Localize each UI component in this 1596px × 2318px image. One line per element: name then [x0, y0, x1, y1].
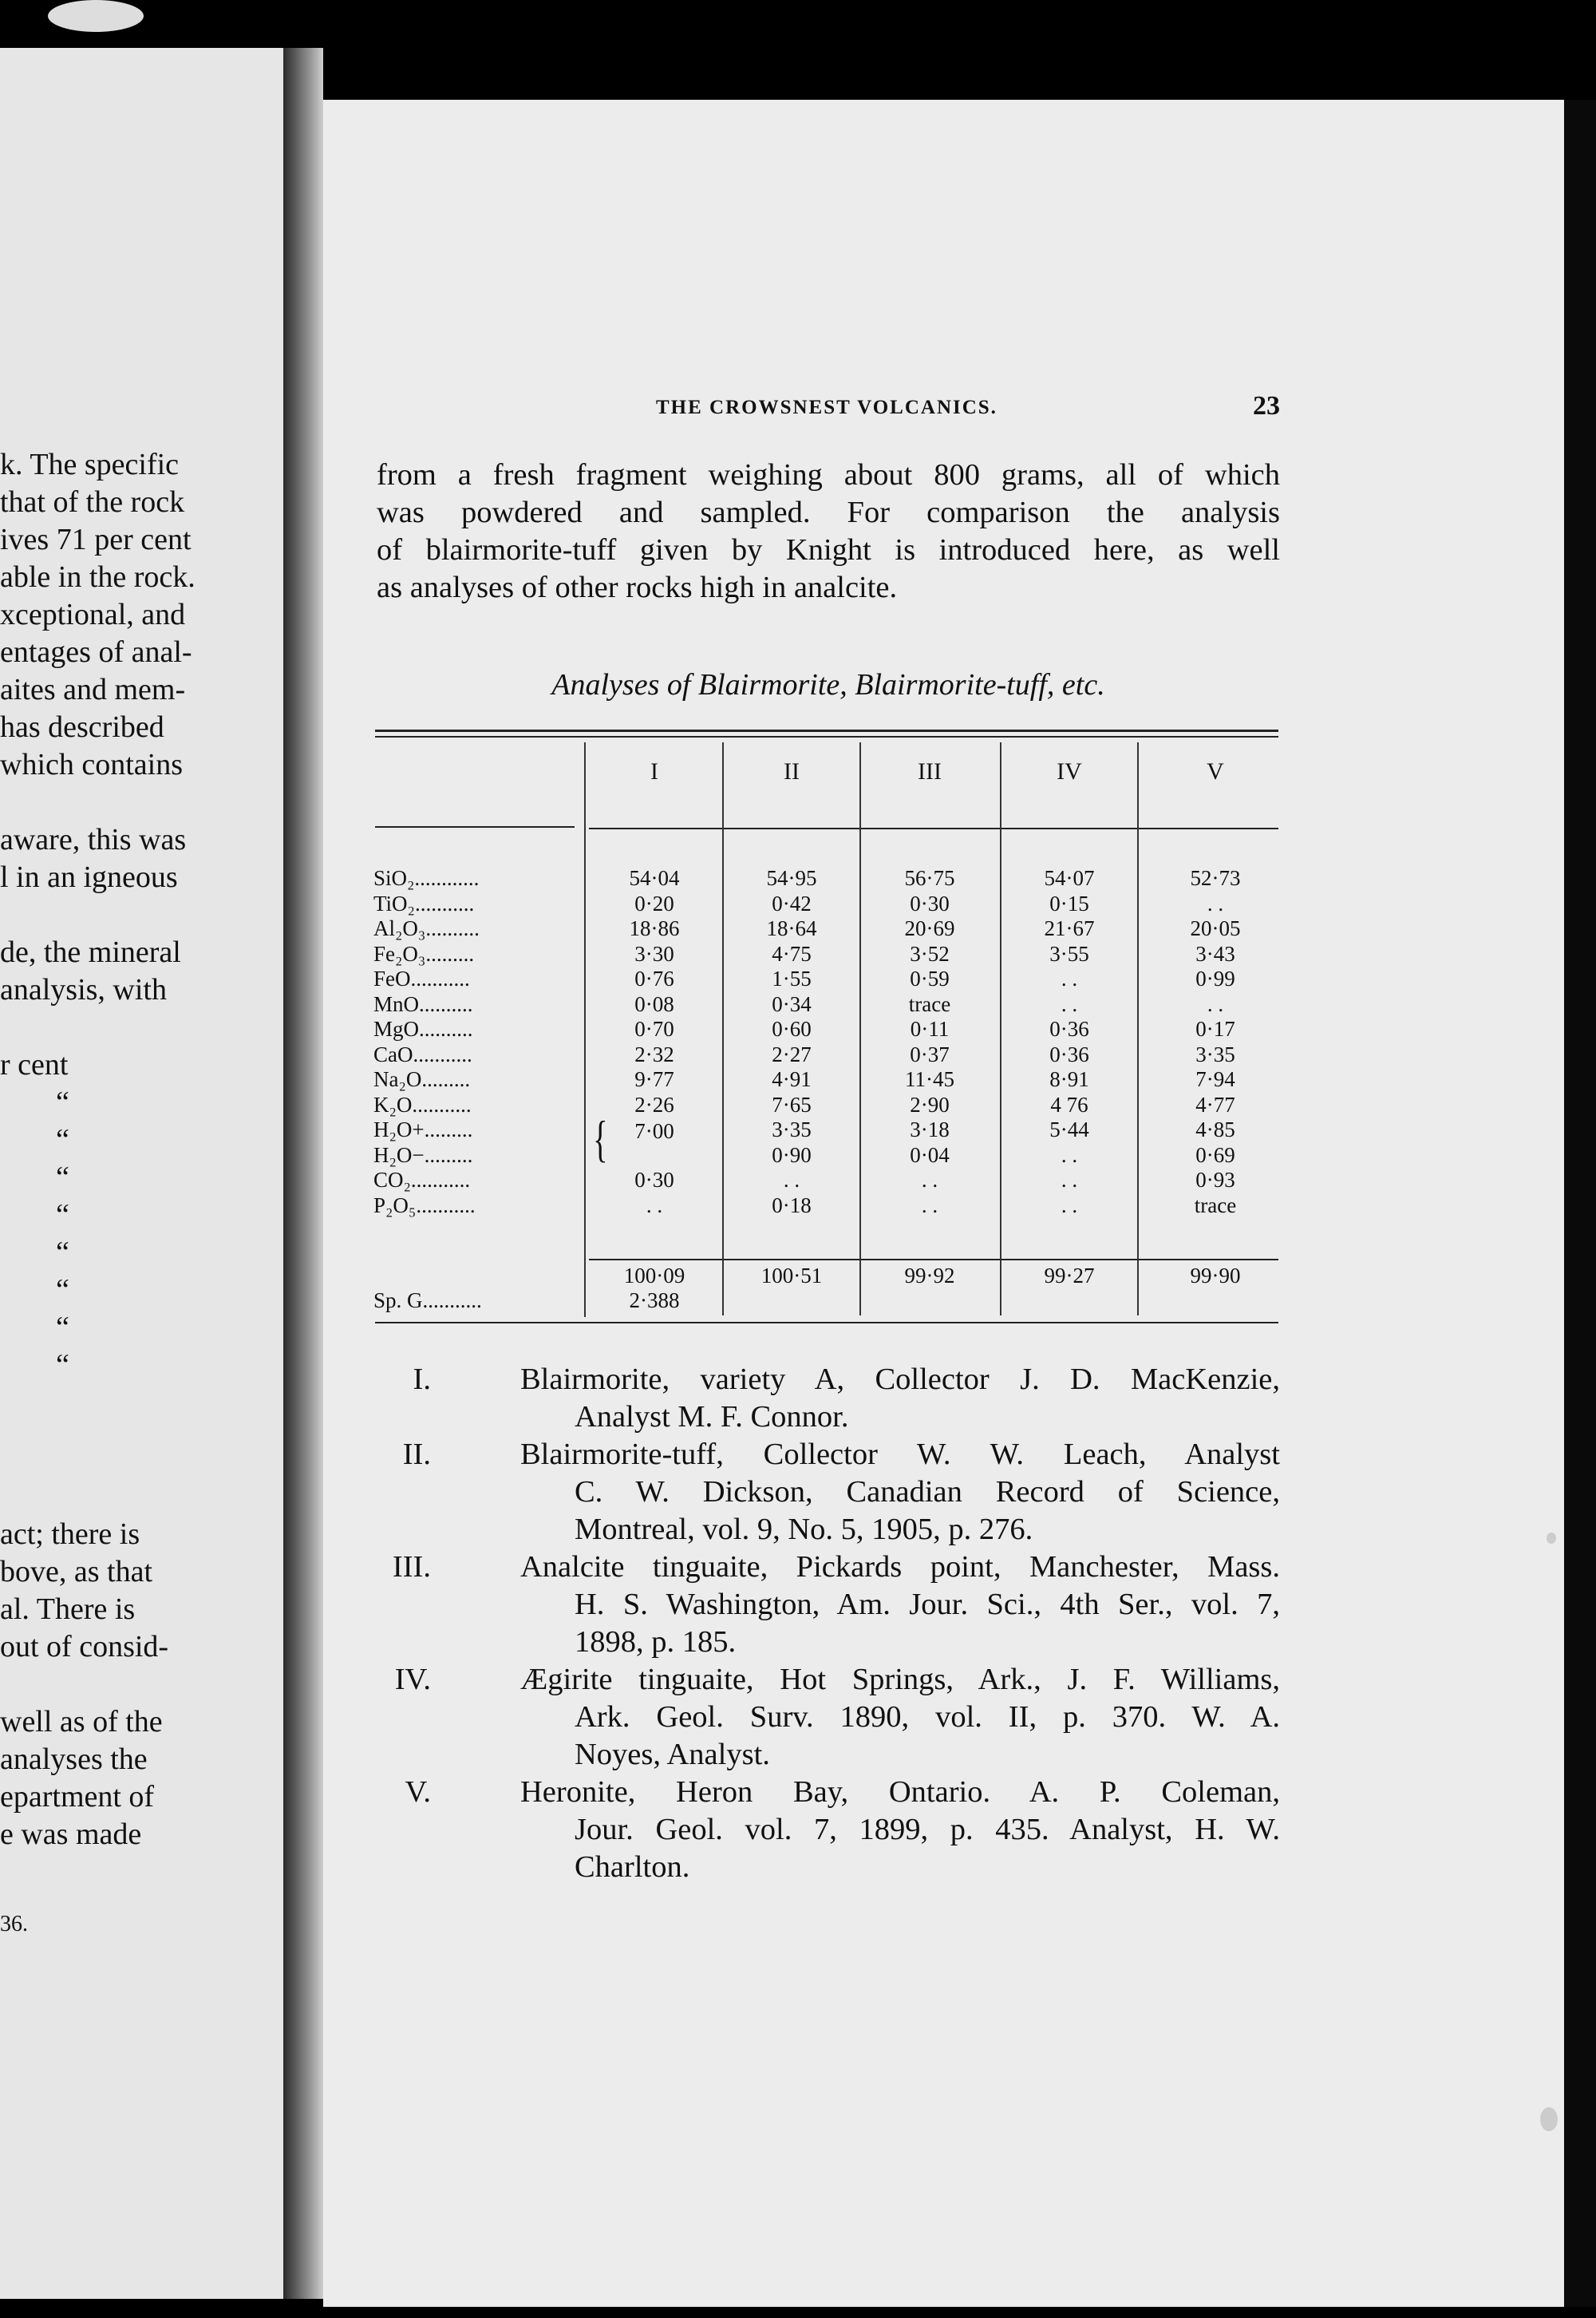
note-number: II. [402, 1438, 431, 1471]
left-text-line: entages of anal- [0, 635, 192, 669]
specific-gravity-value: 2·388 [629, 1288, 680, 1312]
note-number: III. [392, 1550, 431, 1584]
cell: 3·55 [1049, 941, 1089, 966]
cell: 3·35 [772, 1117, 812, 1141]
cell: . . [1207, 891, 1224, 916]
left-ditto-mark: “ [56, 1236, 69, 1269]
column-divider [722, 742, 724, 1315]
cell: 3·35 [1195, 1042, 1235, 1066]
left-text-line: de, the mineral [0, 936, 181, 969]
note-text [520, 1661, 1280, 1774]
column-divider [1137, 742, 1139, 1315]
left-ditto-mark: “ [56, 1273, 69, 1307]
header-rule [589, 828, 1278, 829]
note-text [520, 1361, 1280, 1436]
total-rule [589, 1259, 1278, 1260]
cell: 2·26 [634, 1092, 674, 1117]
cell: 0·15 [1049, 891, 1089, 916]
column-I-values [595, 866, 714, 1218]
row-labels [373, 866, 480, 1218]
intro-line: was powdered and sampled. For comparison the analysis [377, 496, 1280, 529]
left-text-line: able in the rock. [0, 560, 196, 594]
cell: 1·55 [772, 967, 812, 991]
cell: 0·42 [772, 891, 812, 916]
left-ditto-mark: “ [56, 1311, 69, 1344]
left-text-line: bove, as that [0, 1555, 153, 1588]
total-cell: 99·92 [904, 1264, 955, 1288]
column-header: I [650, 758, 658, 785]
column-divider [584, 742, 586, 1317]
cell: trace [1194, 1193, 1237, 1217]
note-line: H. S. Washington, Am. Jour. Sci., 4th Ser., vol. 7, [575, 1588, 1280, 1621]
cell: 0·08 [634, 991, 674, 1016]
total-cell: 99·90 [1190, 1264, 1241, 1288]
cell: 2·27 [772, 1042, 812, 1066]
left-text-line: aites and mem- [0, 673, 186, 706]
cell: 0·76 [634, 967, 674, 991]
left-text-line: aware, this was [0, 823, 187, 856]
brace-bracket: { [593, 1110, 608, 1167]
note-line: Jour. Geol. vol. 7, 1899, p. 435. Analyst, H. W. [575, 1813, 1280, 1846]
cell: 0·11 [910, 1017, 950, 1041]
cell: 21·67 [1044, 916, 1095, 940]
cell: 0·30 [634, 1168, 674, 1192]
cell: 9·77 [634, 1067, 674, 1091]
cell: . . [1207, 991, 1224, 1016]
table-caption: Analyses of Blairmorite, Blairmorite-tuff, etc. [551, 668, 1105, 702]
left-text-line: that of the rock [0, 485, 185, 519]
column-III-values [870, 866, 990, 1218]
specific-gravity-label: Sp. G........... [373, 1288, 482, 1312]
header-rule [375, 826, 575, 828]
row-label: MgO.......... [373, 1017, 473, 1041]
note-line: Blairmorite, variety A, Collector J. D. MacKenzie, [520, 1363, 1280, 1396]
table-top-rule [375, 730, 1278, 732]
cell: 2·90 [910, 1092, 950, 1117]
cell: . . [1061, 1168, 1078, 1192]
note-line: Ægirite tinguaite, Hot Springs, Ark., J. F. Williams, [520, 1663, 1280, 1696]
cell: . . [1061, 1142, 1078, 1167]
left-text-line: l in an igneous [0, 860, 178, 894]
column-IV-values [1009, 866, 1129, 1218]
cell: 0·17 [1195, 1017, 1235, 1041]
cell: 0·34 [772, 991, 812, 1016]
cell: 0·70 [634, 1017, 674, 1041]
cell: 3·18 [910, 1117, 950, 1141]
cell: 0·59 [910, 967, 950, 991]
note-text [520, 1549, 1280, 1661]
page-number: 23 [1253, 391, 1280, 421]
cell: 2·32 [634, 1042, 674, 1066]
row-label: SiO₂............ [373, 866, 480, 890]
table-top-rule [375, 736, 1278, 738]
row-label: K₂O........... [373, 1092, 472, 1117]
cell: . . [646, 1193, 663, 1217]
cell: 0·36 [1049, 1042, 1089, 1066]
scan-artifact [1547, 1533, 1556, 1544]
row-label: P₂O₅........... [373, 1193, 476, 1217]
column-header: II [784, 758, 800, 785]
cell: 3·30 [634, 941, 674, 966]
note-line: Noyes, Analyst. [575, 1738, 770, 1771]
cell: . . [1061, 1193, 1078, 1217]
note-number: I. [413, 1363, 431, 1396]
column-II-values [732, 866, 851, 1218]
total-cell: 100·51 [760, 1264, 823, 1288]
note-line: Analcite tinguaite, Pickards point, Manchester, Mass. [520, 1550, 1280, 1584]
left-text-line: epartment of [0, 1780, 155, 1814]
cell: 3·43 [1195, 941, 1235, 966]
column-V-values [1156, 866, 1275, 1218]
column-header: III [918, 758, 942, 785]
cell: 0·69 [1195, 1142, 1235, 1167]
cell: . . [921, 1168, 938, 1192]
left-ditto-mark: “ [56, 1198, 69, 1232]
cell: 0·30 [910, 891, 950, 916]
left-text-line: e was made [0, 1818, 142, 1851]
left-page [0, 48, 283, 2299]
left-ditto-mark: “ [56, 1161, 69, 1194]
left-text-line: xceptional, and [0, 598, 186, 631]
intro-line: as analyses of other rocks high in analcite. [377, 571, 898, 604]
column-header: IV [1057, 758, 1082, 785]
cell: trace [908, 991, 951, 1016]
cell: . . [783, 1168, 800, 1192]
cell: 4·85 [1195, 1117, 1235, 1141]
column-divider [1000, 742, 1001, 1315]
cell: 3·52 [910, 941, 950, 966]
note-text [520, 1774, 1280, 1886]
cell: 7·65 [772, 1092, 812, 1117]
book-gutter [283, 48, 323, 2299]
row-label: CaO........... [373, 1042, 472, 1066]
left-text-line: has described [0, 710, 164, 744]
cell: 0·04 [910, 1142, 950, 1167]
cell: 0·60 [772, 1017, 812, 1041]
column-divider [859, 742, 861, 1315]
cell: 7·94 [1195, 1067, 1235, 1091]
row-label: Na₂O......... [373, 1067, 471, 1091]
note-line: Analyst M. F. Connor. [575, 1400, 849, 1434]
left-text-line: which contains [0, 748, 184, 781]
cell: 8·91 [1049, 1067, 1089, 1091]
cell: 18·86 [629, 916, 680, 940]
left-text-line: analysis, with [0, 973, 167, 1007]
running-title: THE CROWSNEST VOLCANICS. [656, 397, 998, 418]
note-number: IV. [394, 1663, 431, 1696]
cell: 4 76 [1050, 1092, 1088, 1117]
cell: . . [1061, 967, 1078, 991]
left-text-line: ives 71 per cent [0, 523, 192, 556]
cell: 54·95 [766, 866, 817, 890]
left-text-line: analyses the [0, 1742, 148, 1776]
row-label: TiO₂........... [373, 891, 475, 916]
left-text-line: r cent [0, 1048, 69, 1082]
cell: 52·73 [1190, 866, 1241, 890]
note-line: 1898, p. 185. [575, 1625, 737, 1659]
cell: . . [1061, 991, 1078, 1016]
row-label: CO₂........... [373, 1168, 471, 1192]
cell: 20·69 [904, 916, 955, 940]
cell: 0·90 [772, 1142, 812, 1167]
left-ditto-mark: “ [56, 1348, 69, 1382]
left-text-line: out of consid- [0, 1630, 169, 1663]
note-text [520, 1436, 1280, 1549]
cell: 20·05 [1190, 916, 1241, 940]
note-line: Montreal, vol. 9, No. 5, 1905, p. 276. [575, 1513, 1033, 1546]
left-text-line: act; there is [0, 1517, 140, 1551]
cell: 18·64 [766, 916, 817, 940]
note-number: V. [405, 1775, 431, 1809]
cell [595, 1143, 714, 1169]
note-line: Heronite, Heron Bay, Ontario. A. P. Coleman, [520, 1775, 1280, 1809]
note-line: C. W. Dickson, Canadian Record of Science, [575, 1475, 1280, 1509]
intro-paragraph [377, 457, 1280, 607]
intro-line: of blairmorite-tuff given by Knight is introduced here, as well [377, 533, 1280, 567]
cell: . . [921, 1193, 938, 1217]
left-text-line: k. The specific [0, 448, 180, 481]
cell: 11·45 [905, 1067, 954, 1091]
cell: 4·75 [772, 941, 812, 966]
cell: 0·37 [910, 1042, 950, 1066]
column-header: V [1207, 758, 1224, 785]
scan-artifact [48, 0, 144, 32]
cell: 0·99 [1195, 967, 1235, 991]
row-label: MnO.......... [373, 991, 473, 1016]
left-text-line: al. There is [0, 1592, 136, 1626]
cell: 4·77 [1195, 1092, 1235, 1117]
row-label: Al₂O₃.......... [373, 916, 480, 940]
row-label: H₂O+......... [373, 1117, 473, 1141]
cell: 4·91 [772, 1067, 812, 1091]
row-label: Fe₂O₃......... [373, 941, 475, 966]
left-footnote: 36. [0, 1912, 28, 1936]
cell: 56·75 [904, 866, 955, 890]
note-line: Blairmorite-tuff, Collector W. W. Leach, Analyst [520, 1438, 1280, 1471]
scan-border [1564, 100, 1596, 2307]
intro-line: from a fresh fragment weighing about 800 grams, all of which [377, 458, 1280, 492]
cell: 54·04 [629, 866, 680, 890]
total-cell: 99·27 [1044, 1264, 1095, 1288]
table-bottom-rule [375, 1322, 1278, 1323]
cell: 0·36 [1049, 1017, 1089, 1041]
cell: 5·44 [1049, 1117, 1089, 1141]
total-cell: 100·09 [623, 1264, 685, 1288]
note-line: Charlton. [575, 1850, 690, 1884]
cell: 0·18 [772, 1193, 812, 1217]
left-text-line: well as of the [0, 1705, 163, 1738]
cell: 0·20 [634, 891, 674, 916]
row-label: H₂O−......... [373, 1142, 473, 1167]
cell: 54·07 [1044, 866, 1095, 890]
scan-artifact [1540, 2107, 1558, 2131]
left-ditto-mark: “ [56, 1123, 69, 1157]
row-label: FeO........... [373, 967, 470, 991]
left-ditto-mark: “ [56, 1086, 69, 1119]
note-line: Ark. Geol. Surv. 1890, vol. II, p. 370. W. A. [575, 1700, 1280, 1734]
water-combined-value: 7·00 [634, 1119, 674, 1143]
cell: 0·93 [1195, 1168, 1235, 1192]
